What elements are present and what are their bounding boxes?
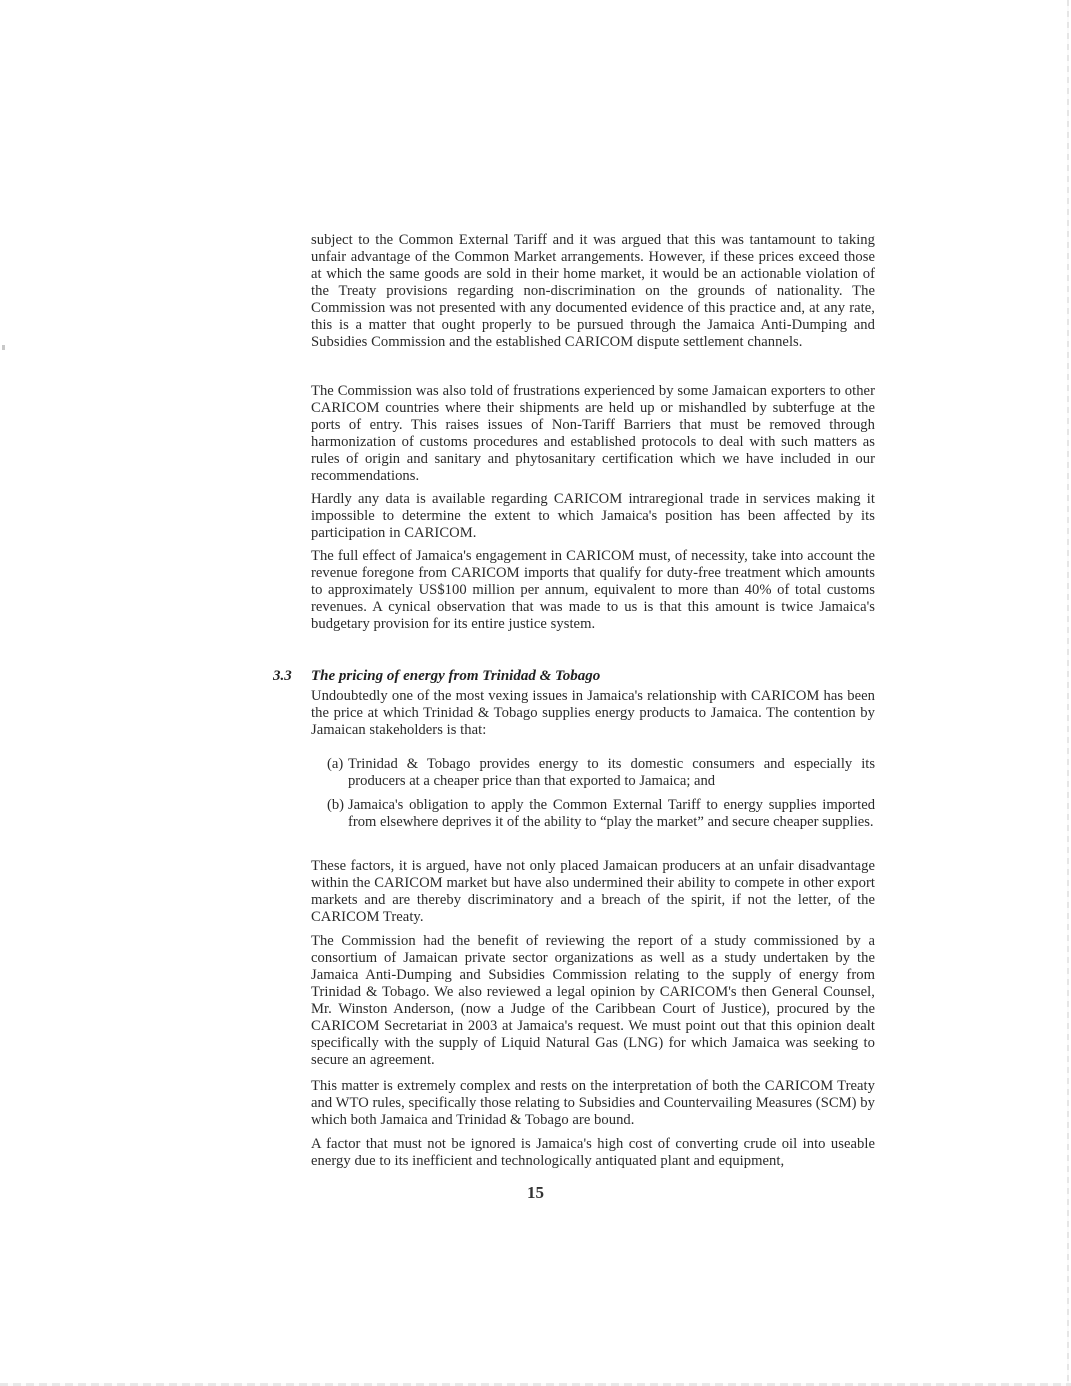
paragraph-non-tariff-barriers: The Commission was also told of frustrations experienced by some Jamaican exporters to other CARICOM countries where their shipments are held up or mishandled by subterfuge at the ports of entry. This raises issues of Non-Tariff Barriers that must be removed through harmonization of customs procedures and established protocols to deal with such matters as rules of origin and sanitary and phytosanitary certification which we have included in our recommendations. xyxy=(311,383,875,484)
section-heading xyxy=(273,668,600,685)
paragraph-section-intro: Undoubtedly one of the most vexing issues in Jamaica's relationship with CARICOM has been the price at which Trinidad & Tobago supplies energy products to Jamaica. The contention by Jamaican stakeholders is that: xyxy=(311,688,875,738)
list-marker: (b) xyxy=(327,797,345,813)
section-number: 3.3 xyxy=(273,668,292,684)
scan-speck xyxy=(2,345,5,350)
list-item-text: Trinidad & Tobago provides energy to its domestic consumers and especially its producers at a cheaper price than that exported to Jamaica; and xyxy=(348,756,875,789)
list-marker: (a) xyxy=(327,756,344,772)
list-item xyxy=(327,797,875,831)
paragraph-revenue-foregone: The full effect of Jamaica's engagement in CARICOM must, of necessity, take into account the revenue foregone from CARICOM imports that qualify for duty-free treatment which amounts to approximately US$100 million per annum, equivalent to more than 40% of total customs revenues. A cynical observation that was made to us is that this amount is twice Jamaica's budgetary provision for its entire justice system. xyxy=(311,548,875,632)
paragraph-services-trade: Hardly any data is available regarding CARICOM intraregional trade in services making it impossible to determine the extent to which Jamaica's position has been affected by its participation in CARICOM. xyxy=(311,491,875,541)
paragraph-factors-argued: These factors, it is argued, have not only placed Jamaican producers at an unfair disadvantage within the CARICOM market but have also undermined their ability to compete in other export markets and are thereby discriminatory and a breach of the spirit, if not the letter, of the CARICOM Treaty. xyxy=(311,858,875,925)
paragraph-commission-review: The Commission had the benefit of reviewing the report of a study commissioned by a consortium of Jamaican private sector organizations as well as a study undertaken by the Jamaica Anti-Dumping and Subsidies Commission relating to the supply of energy from Trinidad & Tobago. We also reviewed a legal opinion by CARICOM's then General Counsel, Mr. Winston Anderson, (now a Judge of the Caribbean Court of Justice), procured by the CARICOM Secretariat in 2003 at Jamaica's request. We must point out that this opinion dealt specifically with the supply of Liquid Natural Gas (LNG) for which Jamaica was seeking to secure an agreement. xyxy=(311,933,875,1068)
list-item xyxy=(327,756,875,790)
paragraph-cet-pricing: subject to the Common External Tariff and it was argued that this was tantamount to taking unfair advantage of the Common Market arrangements. However, if these prices exceed those at which the same goods are sold in their home market, it would be an actionable violation of the Treaty provisions regarding non-discrimination on the grounds of nationality. The Commission was not presented with any documented evidence of this practice and, at any rate, this is a matter that ought properly to be pursued through the Jamaica Anti-Dumping and Subsidies Commission and the established CARICOM dispute settlement channels. xyxy=(311,232,875,350)
paragraph-complex-matter: This matter is extremely complex and rests on the interpretation of both the CARICOM Treaty and WTO rules, specifically those relating to Subsidies and Countervailing Measures (SCM) by which both Jamaica and Trinidad & Tobago are bound. xyxy=(311,1078,875,1128)
list-item-text: Jamaica's obligation to apply the Common External Tariff to energy supplies imported from elsewhere deprives it of the ability to “play the market” and secure cheaper supplies. xyxy=(348,797,875,830)
page-number: 15 xyxy=(527,1183,544,1202)
scan-edge-bleed xyxy=(1067,0,1069,1386)
section-title: The pricing of energy from Trinidad & Tobago xyxy=(311,668,601,684)
paragraph-conversion-cost: A factor that must not be ignored is Jamaica's high cost of converting crude oil into useable energy due to its inefficient and technologically antiquated plant and equipment, xyxy=(311,1136,875,1169)
